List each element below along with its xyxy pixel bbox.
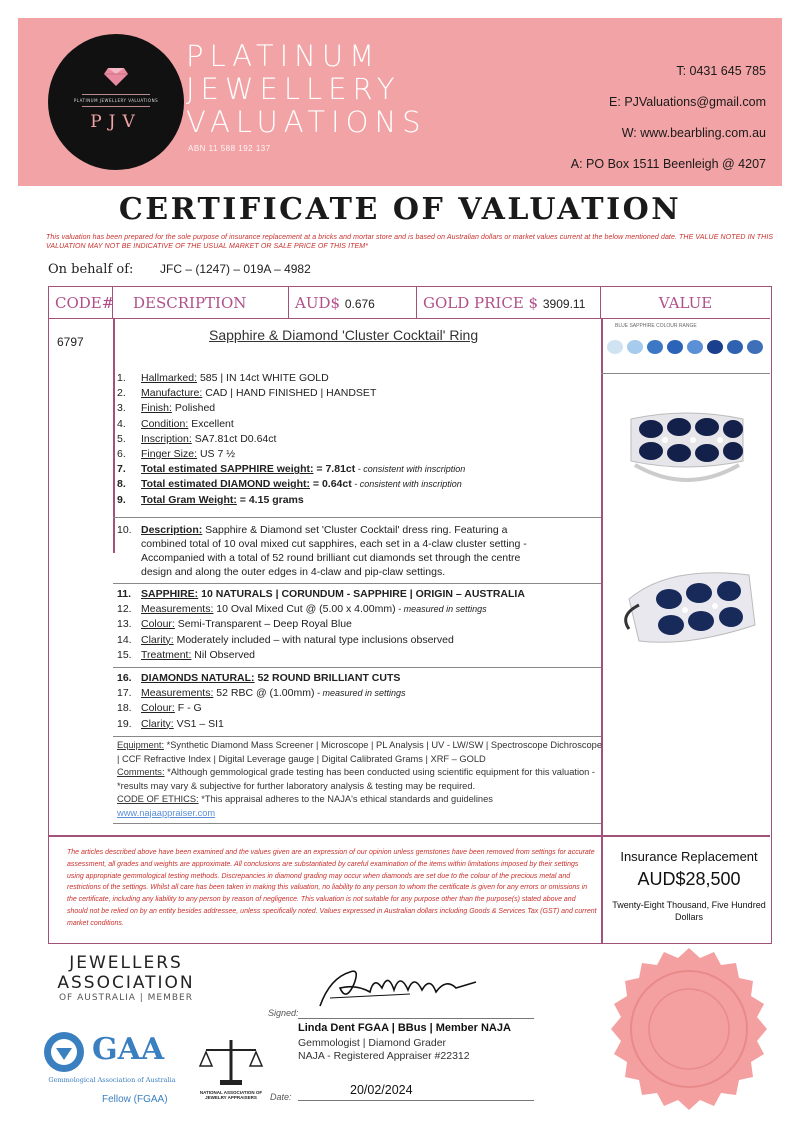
item-label: Clarity: [141, 633, 174, 646]
item-number: 14. [117, 633, 132, 646]
fine-print: The articles described above have been examined and the values given are an expression of our opinion unless gemstones have been removed from settings for accurate assessment, all grades and weights are approximate. All conclusions are substantiated by careful examination of the items within limitations imposed by their settings using appropriate gemmological testing methods. Discrepancies in diamond grading may occur when diamonds are set due to the colour of the precious metal and restrictions of the settings. Whilst all care has been taken in making this valuation, no liability to any person to whom the certificate is given for any errors or omissions in the certificate, including any liability to any person by reason of negligence. This valuation is not suitable for any purpose other than the purpose(s) stated above and should not be relied on by an entity besides addressee, unless specifically noted. Values expressed in Australian dollars including Goods & Services Tax (GST) and current market conditions. [67, 849, 597, 927]
item-value: = 4.15 grams [236, 493, 304, 506]
item-label: Finish: [141, 402, 172, 415]
item-number: 7. [117, 463, 126, 476]
valuation-table [48, 286, 772, 944]
item-note: - consistent with inscription [355, 464, 466, 475]
item-value: CAD | HAND FINISHED | HANDSET [202, 387, 377, 400]
list-item [117, 617, 525, 632]
contact-block [571, 56, 766, 180]
jewellers-association-logo [46, 953, 206, 1003]
address: A: PO Box 1511 Beenleigh @ 4207 [570, 157, 766, 171]
list-item [117, 493, 465, 508]
item-number: 11. [117, 588, 132, 600]
brand-line: VALUATIONS [186, 105, 427, 139]
item-value: 10 Oval Mixed Cut @ (5.00 x 4.00mm) [213, 603, 396, 616]
item-label: Colour: [141, 618, 175, 631]
naja-link[interactable]: www.najaappraiser.com [117, 807, 216, 818]
signer-role-line: NAJA - Registered Appraiser #22312 [298, 1050, 470, 1062]
gem-swatch [627, 340, 643, 354]
item-value: F - G [174, 702, 202, 715]
description-label: Description: [141, 524, 203, 536]
gem-swatch [747, 340, 763, 354]
abn-number: ABN 11 588 192 137 [188, 144, 271, 153]
item-note: - measured in settings [395, 604, 487, 615]
description-text: Sapphire & Diamond set 'Cluster Cocktail' dress ring. Featuring a combined total of 10 oval mixed cut sapphires, each set in a 4-claw cluster setting - Accompanied with a total of 52 round brilliant cut diamonds set through the centre design and along the outer edges in 4-claw and pip-claw settings. [141, 524, 527, 578]
item-label: Measurements: [141, 603, 214, 616]
item-label: DIAMONDS NATURAL: [141, 672, 255, 684]
item-label: Total estimated SAPPHIRE weight: [141, 463, 314, 476]
item-value: = 7.81ct [313, 463, 356, 476]
item-value: = 0.64ct [309, 478, 352, 491]
item-number: 4. [117, 417, 126, 430]
ja-line: JEWELLERS [69, 953, 183, 973]
gold-label: GOLD PRICE $ [423, 294, 539, 312]
list-item [117, 587, 525, 602]
item-label: Manufacture: [141, 387, 203, 400]
item-value: Polished [171, 402, 216, 415]
gem-swatch [687, 340, 703, 354]
header-description: DESCRIPTION [113, 287, 289, 319]
insurance-title: Insurance Replacement [620, 849, 758, 864]
list-item [117, 686, 406, 701]
item-label: Colour: [141, 702, 175, 715]
item-number: 2. [117, 387, 126, 400]
item-value: 10 NATURALS | CORUNDUM - SAPPHIRE | ORIGIN – AUSTRALIA [198, 588, 525, 600]
item-number: 15. [117, 648, 132, 661]
sapphire-colour-chart [605, 323, 769, 367]
item-title: Sapphire & Diamond 'Cluster Cocktail' Ring [209, 327, 479, 343]
list-item [117, 462, 465, 477]
item-number: 18. [117, 702, 132, 715]
insurance-value: AUD$28,500 [637, 869, 741, 889]
item-number: 12. [117, 603, 132, 616]
list-item [117, 633, 525, 648]
chart-caption: BLUE SAPPHIRE COLOUR RANGE [615, 323, 697, 329]
item-number: 6. [117, 448, 126, 461]
list-item [117, 386, 465, 401]
gem-swatch [667, 340, 683, 354]
list-item [117, 648, 525, 663]
item-value: 585 | IN 14ct WHITE GOLD [197, 372, 329, 384]
header-gold-price [417, 287, 601, 319]
gem-swatch [647, 340, 663, 354]
list-item [117, 477, 465, 492]
item-code: 6797 [57, 335, 84, 349]
item-number: 10. [117, 524, 132, 536]
equipment-label: Equipment: [117, 740, 165, 750]
gaa-full-name: Gemmological Association of Australia [48, 1076, 176, 1084]
ethics-text: *This appraisal adheres to the NAJA's ethical standards and guidelines [198, 794, 493, 805]
behalf-label: On behalf of: [48, 262, 134, 277]
brand-line: PLATINUM [186, 39, 381, 73]
item-label: Condition: [141, 417, 189, 430]
header-band [18, 18, 782, 186]
item-note: - measured in settings [314, 688, 406, 699]
website: W: www.bearbling.com.au [621, 126, 766, 140]
ja-sub: OF AUSTRALIA | MEMBER [58, 993, 194, 1003]
row-divider [113, 823, 601, 824]
item-number: 5. [117, 432, 126, 445]
comments-text: *Although gemmological grade testing has been conducted using scientific equipment for this valuation - *results may vary & subjective for further laboratory analysis & testing may be required. [117, 767, 596, 791]
date-label: Date: [270, 1092, 292, 1102]
table-header [49, 287, 770, 319]
logo-rule [82, 94, 150, 95]
page-title: CERTIFICATE OF VALUATION [118, 192, 682, 227]
item-number: 19. [117, 717, 132, 730]
gaa-initials: GAA [92, 1032, 165, 1067]
email: E: PJValuations@gmail.com [609, 95, 766, 109]
item-number: 16. [117, 672, 132, 684]
ethics-label: CODE OF ETHICS: [117, 794, 199, 805]
header-aud [289, 287, 417, 319]
item-value: Moderately included – with natural type inclusions observed [173, 633, 454, 646]
diamond-icon [104, 68, 128, 86]
item-number: 17. [117, 687, 132, 700]
list-item [117, 371, 465, 386]
date-value: 20/02/2024 [350, 1083, 413, 1097]
naja-logo [194, 1036, 268, 1100]
item-label: Clarity: [141, 717, 174, 730]
wax-seal-icon [600, 944, 778, 1122]
gaa-fellow: Fellow (FGAA) [102, 1094, 168, 1105]
item-note: - consistent with inscription [351, 479, 462, 490]
item-number: 8. [117, 478, 126, 491]
aud-value: 0.676 [344, 297, 375, 311]
row-divider [113, 517, 601, 518]
header-code: CODE# [49, 287, 113, 319]
item-label: Treatment: [141, 648, 192, 661]
item-value: 52 ROUND BRILLIANT CUTS [254, 672, 401, 684]
behalf-value: JFC – (1247) – 019A – 4982 [160, 262, 311, 276]
gem-swatch [607, 340, 623, 354]
specification-list [117, 371, 465, 508]
aud-label: AUD$ [295, 294, 341, 312]
item-value: VS1 – SI1 [173, 717, 224, 730]
list-item [117, 447, 465, 462]
list-item [117, 701, 406, 716]
signer-role [298, 1037, 470, 1063]
comments-label: Comments: [117, 767, 165, 778]
item-number: 1. [117, 372, 126, 384]
signer-role-line: Gemmologist | Diamond Grader [298, 1037, 447, 1049]
list-item [117, 602, 525, 617]
item-label: Hallmarked: [141, 372, 198, 384]
item-value: Semi-Transparent – Deep Royal Blue [174, 618, 352, 631]
column-divider [601, 835, 603, 943]
item-label: Inscription: [141, 432, 192, 445]
ring-image-front [609, 399, 765, 499]
list-item [117, 401, 465, 416]
sapphire-details [117, 587, 525, 663]
insurance-words: Twenty-Eight Thousand, Five Hundred Dollars [612, 900, 766, 922]
logo-rule [82, 106, 150, 107]
item-number: 13. [117, 618, 132, 631]
list-item [117, 417, 465, 432]
logo-small-text: PLATINUM JEWELLERY VALUATIONS [73, 98, 159, 103]
ring-image-side [609, 555, 765, 665]
disclaimer: This valuation has been prepared for the sole purpose of insurance replacement at a bricks and mortar store and is based on Australian dollars or market values current at the below mentioned date. THE VALUE NOTED IN THIS VALUATION MAY NOT BE INDICATIVE OF THE USUAL MARKET OR SALE PRICE OF THIS ITEM* [46, 234, 774, 250]
description-block [117, 523, 537, 579]
row-divider [49, 835, 770, 837]
signature [310, 958, 490, 1016]
scales-icon [194, 1036, 268, 1088]
naja-name: NATIONAL ASSOCIATION OF JEWELRY APPRAISERS [199, 1090, 263, 1100]
pjv-logo [48, 34, 184, 170]
list-item [117, 432, 465, 447]
item-value: US 7 ½ [197, 448, 235, 461]
item-label: Total Gram Weight: [141, 493, 237, 506]
item-number: 3. [117, 402, 126, 415]
gem-swatches [605, 333, 769, 369]
list-item [117, 717, 406, 732]
equipment-text: *Synthetic Diamond Mass Screener | Microscope | PL Analysis | UV - LW/SW | Spectroscope Dichroscope | CCF Refractive Index | Digital Leverage gauge | Digital Calibrated Grams | XRF – GOLD [117, 740, 603, 764]
phone: T: 0431 645 785 [676, 64, 766, 78]
item-number: 9. [117, 493, 126, 506]
list-item [117, 671, 406, 686]
brand-line: JEWELLERY [186, 72, 401, 106]
gold-value: 3909.11 [542, 297, 586, 311]
row-divider [113, 667, 601, 668]
ja-line: ASSOCIATION [57, 973, 195, 993]
row-divider [113, 583, 601, 584]
date-line [298, 1100, 534, 1101]
logo-initials: PJV [90, 112, 142, 132]
item-value: Excellent [188, 417, 234, 430]
brand-name [186, 40, 427, 139]
signed-label: Signed: [268, 1008, 299, 1018]
item-value: SA7.81ct D0.64ct [191, 432, 277, 445]
item-label: Finger Size: [141, 448, 198, 461]
signer-name: Linda Dent FGAA | BBus | Member NAJA [298, 1022, 511, 1034]
item-label: SAPPHIRE: [141, 588, 199, 600]
diamond-details [117, 671, 406, 732]
item-value: 52 RBC @ (1.00mm) [213, 687, 315, 700]
row-divider [601, 373, 770, 374]
signature-line [298, 1018, 534, 1019]
gem-swatch [707, 340, 723, 354]
gaa-globe-icon [42, 1030, 86, 1074]
item-value: Nil Observed [191, 648, 255, 661]
row-divider [113, 736, 601, 737]
equipment-notes [117, 739, 605, 821]
header-value: VALUE [658, 294, 713, 312]
item-label: Measurements: [141, 687, 214, 700]
item-label: Total estimated DIAMOND weight: [141, 478, 310, 491]
gem-swatch [727, 340, 743, 354]
